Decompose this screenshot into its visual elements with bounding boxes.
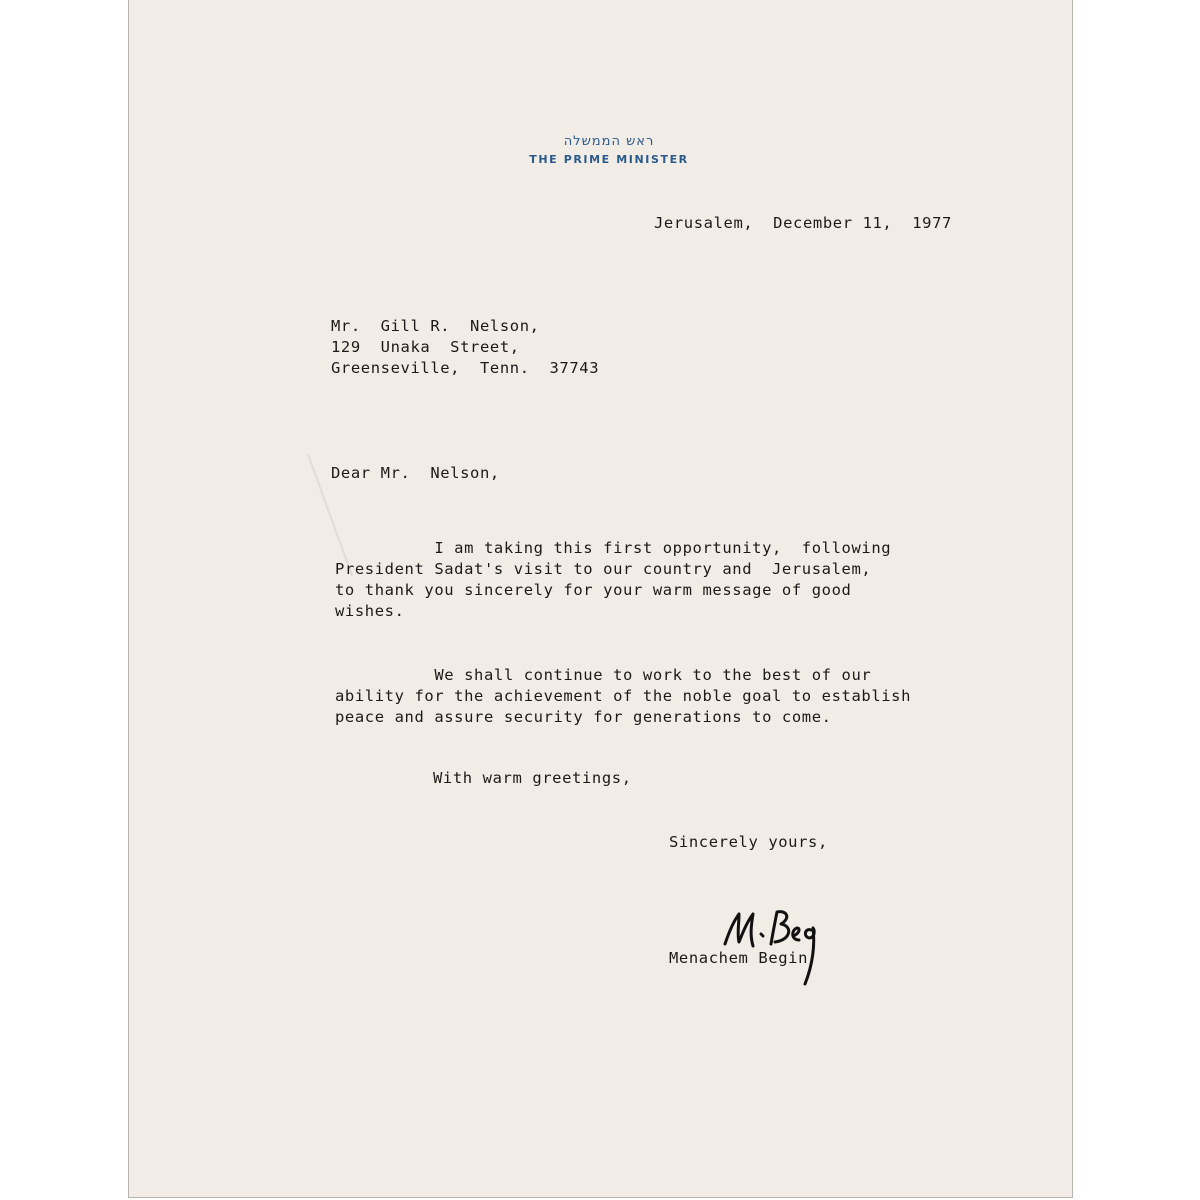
letterhead-hebrew: ראש הממשלה xyxy=(563,134,655,149)
letterhead xyxy=(509,134,709,168)
paragraph-line: ability for the achievement of the noble goal to establish xyxy=(335,687,912,705)
warm-greetings: With warm greetings, xyxy=(433,769,632,787)
handwritten-signature xyxy=(717,904,827,994)
letterhead-english: THE PRIME MINISTER xyxy=(529,153,689,166)
salutation: Dear Mr. Nelson, xyxy=(331,464,500,482)
paragraph-line: to thank you sincerely for your warm message of good xyxy=(335,581,852,599)
body-paragraph-1 xyxy=(335,538,891,622)
paragraph-line: President Sadat's visit to our country and Jerusalem, xyxy=(335,560,872,578)
recipient-address xyxy=(331,316,599,379)
paragraph-line: wishes. xyxy=(335,602,405,620)
recipient-street: 129 Unaka Street, xyxy=(331,338,520,356)
recipient-name: Mr. Gill R. Nelson, xyxy=(331,317,540,335)
closing: Sincerely yours, xyxy=(669,833,828,851)
paragraph-line: We shall continue to work to the best of our xyxy=(335,666,872,684)
paragraph-line: I am taking this first opportunity, following xyxy=(335,539,892,557)
paragraph-line: peace and assure security for generations to come. xyxy=(335,708,832,726)
recipient-city: Greenseville, Tenn. 37743 xyxy=(331,359,600,377)
body-paragraph-2 xyxy=(335,665,911,728)
letter-paper xyxy=(128,0,1073,1198)
signatory-name: Menachem Begin xyxy=(669,949,809,967)
date-line: Jerusalem, December 11, 1977 xyxy=(654,214,952,232)
